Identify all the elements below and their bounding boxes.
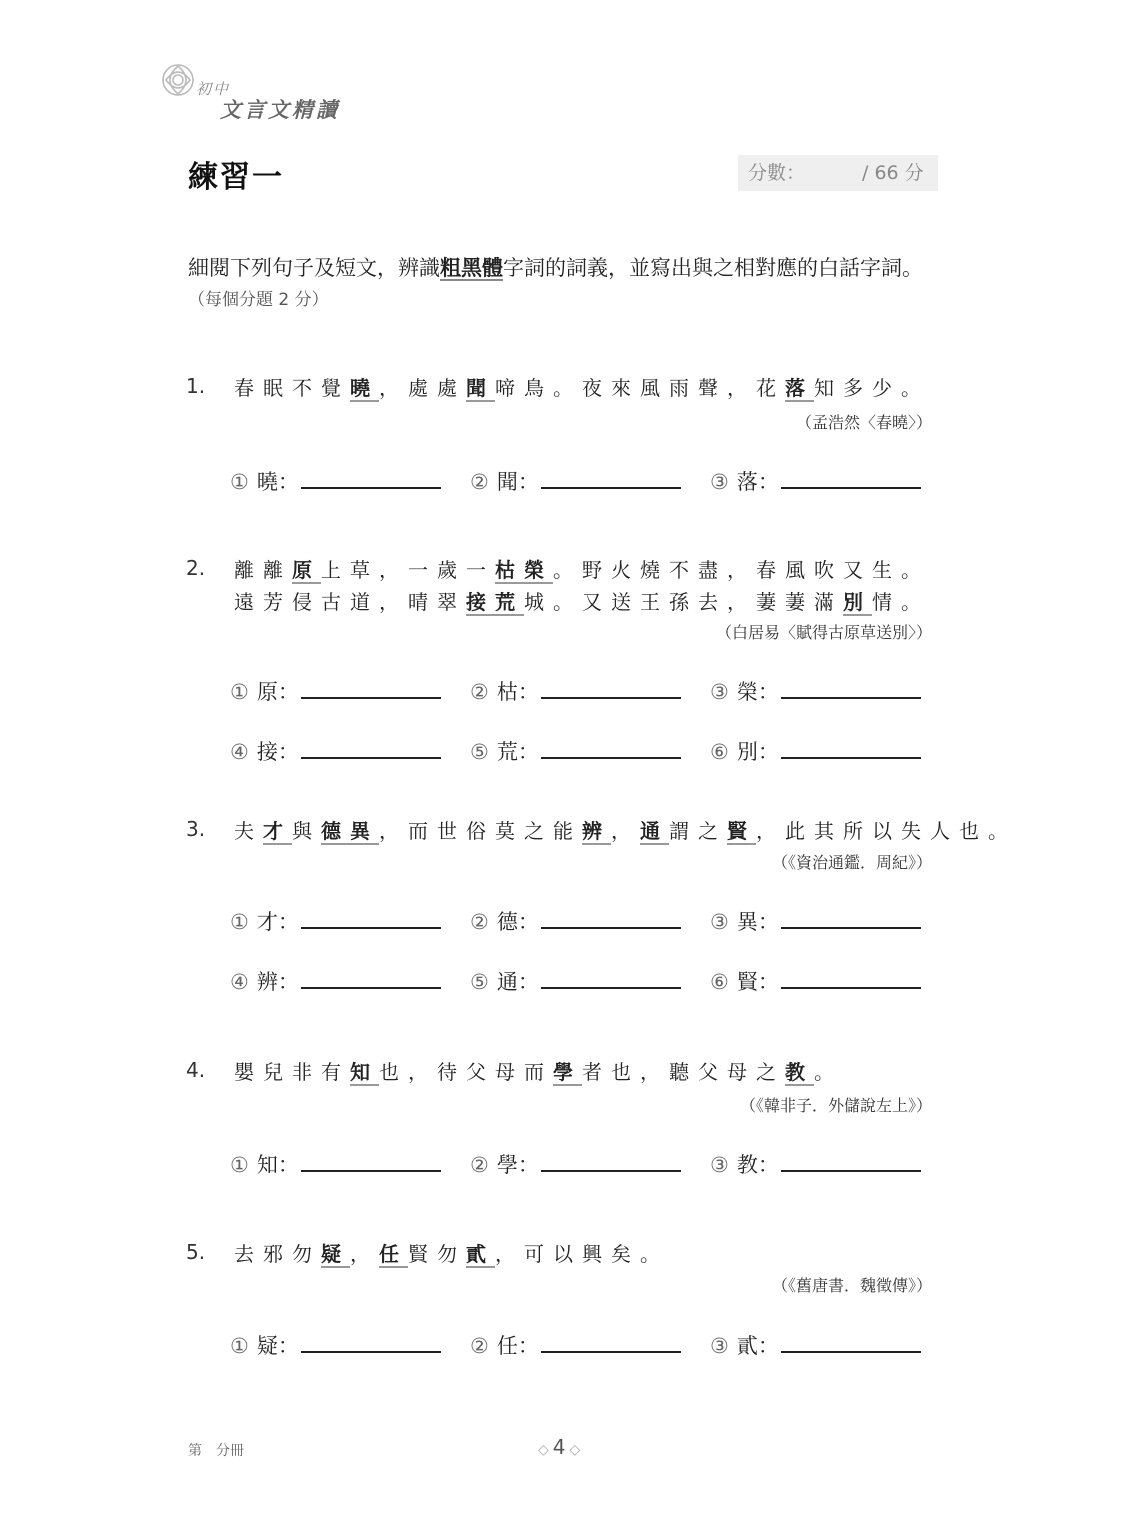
text-segment: ，而世俗莫之能 [379, 819, 582, 843]
answer-item [710, 1330, 921, 1360]
answer-item [230, 466, 441, 496]
answer-character: 枯 [496, 680, 518, 704]
answer-character: 貳 [736, 1334, 758, 1358]
answer-item [470, 1330, 681, 1360]
answer-colon: ： [277, 970, 299, 994]
text-segment: ， [350, 1242, 379, 1266]
source-citation: （《韓非子．外儲說左上》） [739, 1096, 932, 1115]
answer-colon: ： [277, 680, 299, 704]
answer-character: 曉 [256, 470, 278, 494]
answer-index: ② [470, 680, 489, 704]
bold-keyword: 貳 [466, 1242, 495, 1266]
bold-keyword: 聞 [466, 376, 495, 400]
source-citation: （孟浩然〈春曉〉） [795, 413, 932, 432]
answer-index: ④ [230, 970, 249, 994]
answer-item [710, 466, 921, 496]
answer-item [470, 1149, 681, 1179]
text-segment: 春眠不覺 [234, 376, 350, 400]
bold-keyword: 學 [553, 1060, 582, 1084]
text-segment: 啼鳥。夜來風雨聲，花 [495, 376, 785, 400]
answer-colon: ： [517, 680, 539, 704]
answer-blank[interactable] [541, 737, 681, 759]
source-citation: （白居易〈賦得古原草送別〉） [715, 623, 932, 642]
answer-blank[interactable] [781, 1150, 921, 1172]
answer-character: 知 [256, 1153, 278, 1177]
text-segment: 知多少。 [814, 376, 930, 400]
answer-item [470, 906, 681, 936]
text-segment: 也，待父母而 [379, 1060, 553, 1084]
text-segment: ，可以興矣。 [495, 1242, 669, 1266]
answer-colon: ： [277, 910, 299, 934]
question-text-line [234, 554, 930, 583]
question-number: 5. [186, 1240, 206, 1264]
bold-keyword: 疑 [321, 1242, 350, 1266]
text-segment: ， [611, 819, 640, 843]
answer-character: 德 [496, 910, 518, 934]
answer-item [470, 736, 681, 766]
answer-character: 才 [256, 910, 278, 934]
text-segment: 與 [292, 819, 321, 843]
answer-blank[interactable] [781, 967, 921, 989]
diamond-icon: ◇ [569, 1442, 581, 1458]
answer-blank[interactable] [781, 737, 921, 759]
instructions [188, 253, 940, 315]
answer-index: ① [230, 1153, 249, 1177]
logo-subtitle: 初中 [196, 80, 231, 98]
answer-item [710, 736, 921, 766]
text-segment: 嬰兒非有 [234, 1060, 350, 1084]
answer-colon: ： [757, 910, 779, 934]
answer-colon: ： [277, 1153, 299, 1177]
question-text-line [234, 372, 930, 401]
answer-item [710, 1149, 921, 1179]
bold-keyword: 辨 [582, 819, 611, 843]
question-text-line [234, 1056, 843, 1085]
answer-character: 通 [496, 970, 518, 994]
text-segment: 去邪勿 [234, 1242, 321, 1266]
page-number-text: 4 [552, 1435, 566, 1459]
instructions-note: （每個分題 2 分） [188, 290, 329, 310]
page-title: 練習一 [188, 160, 284, 195]
question-number: 2. [186, 556, 206, 580]
answer-item [470, 966, 681, 996]
question-text-line [234, 815, 1017, 844]
answer-character: 任 [496, 1334, 518, 1358]
answer-index: ⑥ [710, 970, 729, 994]
answer-blank[interactable] [541, 467, 681, 489]
answer-item [230, 966, 441, 996]
answer-blank[interactable] [781, 907, 921, 929]
answer-index: ① [230, 680, 249, 704]
answer-blank[interactable] [301, 467, 441, 489]
answer-index: ③ [710, 680, 729, 704]
answer-index: ② [470, 1334, 489, 1358]
answer-index: ⑤ [470, 740, 489, 764]
bold-keyword: 落 [785, 376, 814, 400]
answer-character: 落 [736, 470, 758, 494]
answer-colon: ： [757, 1153, 779, 1177]
answer-character: 荒 [496, 740, 518, 764]
answer-item [230, 736, 441, 766]
instructions-pre: 細閱下列句子及短文，辨識 [188, 256, 440, 280]
text-segment: 遠芳侵古道，晴翠 [234, 590, 466, 614]
text-segment: 情。 [872, 590, 930, 614]
answer-blank[interactable] [781, 467, 921, 489]
answer-colon: ： [757, 740, 779, 764]
answer-character: 接 [256, 740, 278, 764]
logo-title: 文言文精讀 [220, 97, 340, 122]
knot-logo-icon [158, 60, 198, 100]
answer-character: 別 [736, 740, 758, 764]
answer-item [230, 676, 441, 706]
text-segment: ，此其所以失人也。 [756, 819, 1017, 843]
text-segment: ，處處 [379, 376, 466, 400]
answer-index: ③ [710, 1153, 729, 1177]
answer-blank[interactable] [541, 907, 681, 929]
answer-index: ⑤ [470, 970, 489, 994]
answer-colon: ： [517, 910, 539, 934]
answer-character: 學 [496, 1153, 518, 1177]
volume-label: 第 分冊 [188, 1443, 244, 1459]
question-text-line [234, 1238, 669, 1267]
answer-colon: ： [277, 1334, 299, 1358]
text-segment: 。 [814, 1060, 843, 1084]
answer-colon: ： [517, 1334, 539, 1358]
text-segment: 離離 [234, 558, 292, 582]
bold-keyword: 才 [263, 819, 292, 843]
bold-keyword: 接荒 [466, 590, 524, 614]
question-text-line [234, 586, 930, 615]
answer-index: ④ [230, 740, 249, 764]
answer-colon: ： [757, 1334, 779, 1358]
bold-keyword: 任 [379, 1242, 408, 1266]
question-number: 1. [186, 374, 206, 398]
answer-index: ① [230, 910, 249, 934]
question-number: 4. [186, 1058, 206, 1082]
answer-blank[interactable] [541, 1331, 681, 1353]
answer-blank[interactable] [541, 677, 681, 699]
bold-keyword: 枯榮 [495, 558, 553, 582]
answer-blank[interactable] [301, 1150, 441, 1172]
answer-item [470, 676, 681, 706]
source-citation: （《舊唐書．魏徵傳》） [771, 1276, 932, 1295]
bold-keyword: 曉 [350, 376, 379, 400]
page-number [534, 1435, 584, 1459]
bold-keyword: 通 [640, 819, 669, 843]
score-box [738, 155, 938, 191]
answer-character: 聞 [496, 470, 518, 494]
answer-item [710, 906, 921, 936]
text-segment: 。野火燒不盡，春風吹又生。 [553, 558, 930, 582]
answer-blank[interactable] [541, 1150, 681, 1172]
answer-colon: ： [757, 970, 779, 994]
diamond-icon: ◇ [538, 1442, 549, 1458]
text-segment: 賢勿 [408, 1242, 466, 1266]
answer-colon: ： [277, 740, 299, 764]
answer-colon: ： [517, 1153, 539, 1177]
answer-item [230, 906, 441, 936]
bold-keyword: 德異 [321, 819, 379, 843]
text-segment: 城。又送王孫去，萋萋滿 [524, 590, 843, 614]
answer-item [710, 966, 921, 996]
answer-blank[interactable] [541, 967, 681, 989]
text-segment: 夫 [234, 819, 263, 843]
text-segment: 上草，一歲一 [321, 558, 495, 582]
answer-blank[interactable] [781, 1331, 921, 1353]
text-segment: 謂之 [669, 819, 727, 843]
answer-blank[interactable] [301, 677, 441, 699]
answer-blank[interactable] [781, 677, 921, 699]
answer-colon: ： [517, 470, 539, 494]
bold-keyword: 教 [785, 1060, 814, 1084]
source-citation: （《資治通鑑．周紀》） [771, 853, 932, 872]
answer-item [230, 1330, 441, 1360]
instructions-bold: 粗黑體 [440, 255, 503, 280]
answer-blank[interactable] [301, 907, 441, 929]
answer-blank[interactable] [301, 967, 441, 989]
answer-colon: ： [757, 680, 779, 704]
answer-character: 教 [736, 1153, 758, 1177]
answer-character: 原 [256, 680, 278, 704]
answer-item [470, 466, 681, 496]
answer-colon: ： [517, 970, 539, 994]
bold-keyword: 原 [292, 558, 321, 582]
instructions-post: 字詞的詞義，並寫出與之相對應的白話字詞。 [503, 256, 923, 280]
answer-colon: ： [517, 740, 539, 764]
bold-keyword: 知 [350, 1060, 379, 1084]
answer-index: ② [470, 910, 489, 934]
answer-character: 異 [736, 910, 758, 934]
answer-character: 賢 [736, 970, 758, 994]
answer-index: ③ [710, 910, 729, 934]
answer-character: 辨 [256, 970, 278, 994]
bold-keyword: 別 [843, 590, 872, 614]
answer-index: ② [470, 1153, 489, 1177]
answer-colon: ： [277, 470, 299, 494]
score-total: / 66 分 [862, 162, 924, 184]
answer-index: ① [230, 470, 249, 494]
answer-index: ① [230, 1334, 249, 1358]
answer-item [230, 1149, 441, 1179]
bold-keyword: 賢 [727, 819, 756, 843]
question-number: 3. [186, 817, 206, 841]
score-label: 分數： [748, 162, 806, 184]
answer-index: ② [470, 470, 489, 494]
answer-blank[interactable] [301, 1331, 441, 1353]
answer-colon: ： [757, 470, 779, 494]
answer-index: ③ [710, 470, 729, 494]
answer-index: ③ [710, 1334, 729, 1358]
answer-character: 榮 [736, 680, 758, 704]
answer-index: ⑥ [710, 740, 729, 764]
answer-item [710, 676, 921, 706]
text-segment: 者也，聽父母之 [582, 1060, 785, 1084]
answer-character: 疑 [256, 1334, 278, 1358]
answer-blank[interactable] [301, 737, 441, 759]
